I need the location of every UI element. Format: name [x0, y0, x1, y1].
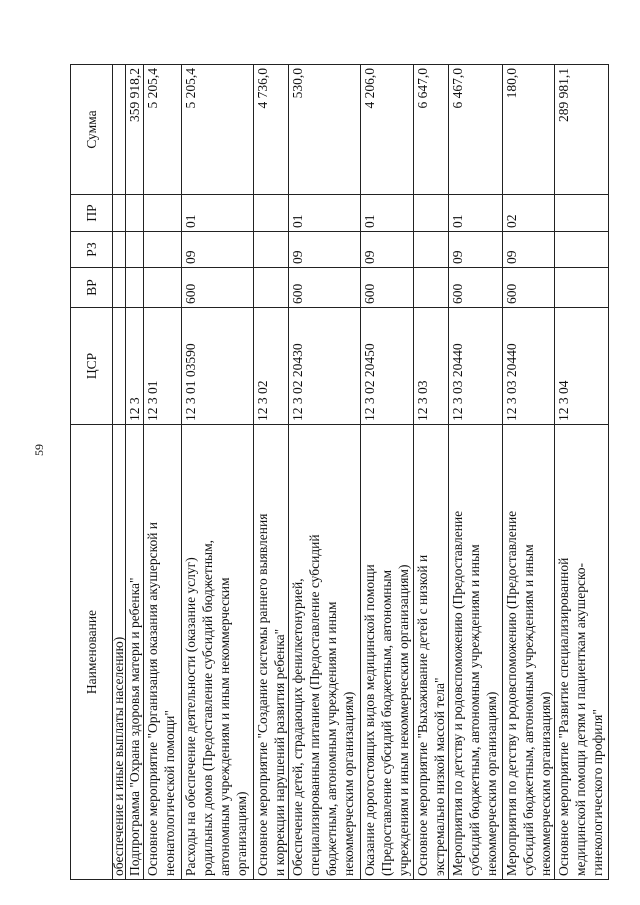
cell-pr [113, 195, 126, 232]
cell-csr: 12 3 04 [555, 308, 609, 425]
cell-vr [414, 268, 449, 308]
cell-name: Обеспечение детей, страдающих фенилкетонурией, специализированным питанием (Предоставление субсидий бюджетным, автономным учреждениям и иным некоммерческим организациям) [289, 425, 361, 880]
cell-name: Подпрограмма "Охрана здоровья матери и ребенка" [126, 425, 144, 880]
table-row [144, 65, 182, 880]
cell-csr: 12 3 03 [414, 308, 449, 425]
cell-csr: 12 3 03 20440 [503, 308, 555, 425]
cell-rz: 09 [503, 232, 555, 268]
cell-sum: 359 918,2 [126, 65, 144, 195]
cell-name: Мероприятия по детству и родовспоможению (Предоставление субсидий бюджетным, автономным учреждениям и иным некоммерческим организациям) [449, 425, 503, 880]
table-row [254, 65, 289, 880]
cell-vr [555, 268, 609, 308]
cell-vr [113, 268, 126, 308]
cell-pr [555, 195, 609, 232]
cell-sum: 5 205,4 [144, 65, 182, 195]
table-row [449, 65, 503, 880]
cell-csr: 12 3 [126, 308, 144, 425]
cell-sum: 4 736,0 [254, 65, 289, 195]
cell-vr: 600 [449, 268, 503, 308]
cell-rz [113, 232, 126, 268]
cell-pr: 01 [289, 195, 361, 232]
cell-csr: 12 3 02 20450 [361, 308, 414, 425]
cell-vr [254, 268, 289, 308]
cell-csr: 12 3 01 03590 [182, 308, 254, 425]
cell-vr [144, 268, 182, 308]
cell-rz: 09 [361, 232, 414, 268]
cell-vr: 600 [361, 268, 414, 308]
cell-name: обеспечение и иные выплаты населению) [113, 425, 126, 880]
header-csr: ЦСР [71, 308, 113, 425]
cell-rz [126, 232, 144, 268]
cell-vr: 600 [289, 268, 361, 308]
header-rz: РЗ [71, 232, 113, 268]
header-vr: ВР [71, 268, 113, 308]
cell-csr: 12 3 02 20430 [289, 308, 361, 425]
cell-pr: 01 [449, 195, 503, 232]
cell-vr [126, 268, 144, 308]
cell-sum: 180,0 [503, 65, 555, 195]
table-row [289, 65, 361, 880]
cell-sum: 6 647,0 [414, 65, 449, 195]
cell-name: Оказание дорогостоящих видов медицинской помощи (Предоставление субсидий бюджетным, автономным учреждениям и иным некоммерческим организациям) [361, 425, 414, 880]
cell-name: Расходы на обеспечение деятельности (оказание услуг) родильных домов (Предоставление субсидий бюджетным, автономным учреждениям и иным некоммерческим организациям) [182, 425, 254, 880]
header-pr: ПР [71, 195, 113, 232]
cell-rz [144, 232, 182, 268]
table-row [361, 65, 414, 880]
header-sum: Сумма [71, 65, 113, 195]
cell-rz [414, 232, 449, 268]
table-header [71, 65, 113, 880]
table-row [414, 65, 449, 880]
table-row [126, 65, 144, 880]
cell-pr: 02 [503, 195, 555, 232]
cell-name: Основное мероприятие "Выхаживание детей с низкой и экстремально низкой массой тела" [414, 425, 449, 880]
cell-rz [254, 232, 289, 268]
cell-sum: 530,0 [289, 65, 361, 195]
cell-sum [113, 65, 126, 195]
cell-sum: 289 981,1 [555, 65, 609, 195]
budget-table [70, 64, 609, 880]
cell-pr: 01 [182, 195, 254, 232]
cell-name: Мероприятия по детству и родовспоможению (Предоставление субсидий бюджетным, автономным учреждениям и иным некоммерческим организациям) [503, 425, 555, 880]
cell-sum: 6 467,0 [449, 65, 503, 195]
table-row [113, 65, 126, 880]
table-row [182, 65, 254, 880]
cell-rz: 09 [449, 232, 503, 268]
cell-sum: 5 205,4 [182, 65, 254, 195]
cell-vr: 600 [182, 268, 254, 308]
cell-vr: 600 [503, 268, 555, 308]
header-name: Наименование [71, 425, 113, 880]
cell-csr: 12 3 02 [254, 308, 289, 425]
page-number: 59 [32, 444, 46, 456]
cell-rz [555, 232, 609, 268]
cell-rz: 09 [182, 232, 254, 268]
cell-pr [254, 195, 289, 232]
cell-rz: 09 [289, 232, 361, 268]
cell-name: Основное мероприятие "Развитие специализированной медицинской помощи детям и пациенткам акушерско- гинекологического профиля" [555, 425, 609, 880]
cell-name: Основное мероприятие "Организация оказания акушерской и неонатологической помощи" [144, 425, 182, 880]
cell-pr [126, 195, 144, 232]
cell-sum: 4 206,0 [361, 65, 414, 195]
cell-pr [414, 195, 449, 232]
table-row [555, 65, 609, 880]
cell-pr: 01 [361, 195, 414, 232]
cell-pr [144, 195, 182, 232]
cell-csr: 12 3 01 [144, 308, 182, 425]
table-row [503, 65, 555, 880]
cell-csr [113, 308, 126, 425]
cell-csr: 12 3 03 20440 [449, 308, 503, 425]
cell-name: Основное мероприятие "Создание системы раннего выявления и коррекции нарушений развития ребенка" [254, 425, 289, 880]
